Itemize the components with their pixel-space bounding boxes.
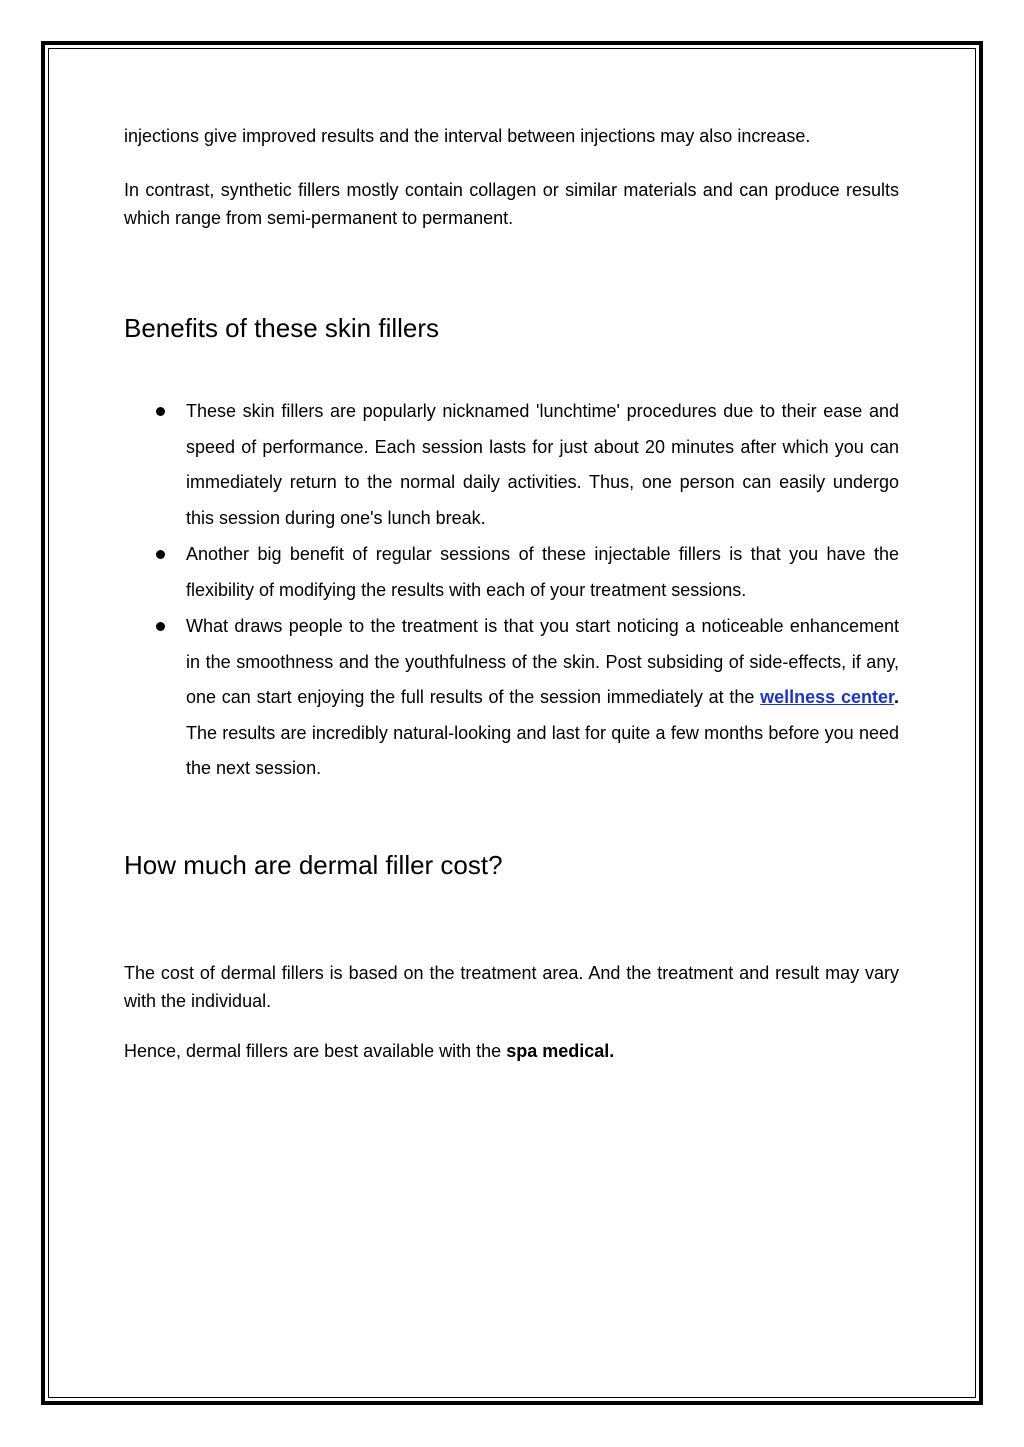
intro-paragraph-2: In contrast, synthetic fillers mostly contain collagen or similar materials and can produce results which range from semi-permanent to permanent. <box>124 180 899 228</box>
bullet-icon <box>156 550 165 559</box>
document-body <box>124 122 899 1065</box>
benefits-list <box>124 394 899 787</box>
list-item-text-before-link: What draws people to the treatment is that you start noticing a noticeable enhancement in the smoothness and the youthfulness of the skin. Post subsiding of side-effects, if any, one can start enjoying the full results of the session immediately at the <box>186 616 899 707</box>
cost-paragraph-2-text: Hence, dermal fillers are best available with the <box>124 1040 507 1061</box>
bullet-icon <box>156 407 165 416</box>
cost-paragraph-2 <box>124 1037 899 1065</box>
intro-paragraph-1: injections give improved results and the interval between injections may also increase. <box>124 126 811 146</box>
cost-paragraph-1: The cost of dermal fillers is based on the treatment area. And the treatment and result may vary with the individual. <box>124 962 899 1011</box>
list-item <box>124 537 899 608</box>
list-item-text-after-link: . <box>893 687 899 707</box>
bullet-icon <box>156 622 165 631</box>
list-item-text-after-link-rest: The results are incredibly natural-looking and last for quite a few months before you need the next session. <box>186 722 899 778</box>
benefits-heading: Benefits of these skin fillers <box>124 313 440 343</box>
list-item-text: Another big benefit of regular sessions of these injectable fillers is that you have the flexibility of modifying the results with each of your treatment sessions. <box>186 544 899 600</box>
wellness-center-link[interactable]: wellness center <box>760 687 894 707</box>
cost-heading: How much are dermal filler cost? <box>124 849 503 880</box>
list-item <box>124 394 899 536</box>
list-item <box>124 609 899 787</box>
list-item-text: These skin fillers are popularly nicknamed 'lunchtime' procedures due to their ease and speed of performance. Each session lasts for just about 20 minutes after which you can immediately return to the normal daily activities. Thus, one person can easily undergo this session during one's lunch break. <box>186 401 899 528</box>
spa-medical-text: spa medical. <box>506 1040 615 1061</box>
